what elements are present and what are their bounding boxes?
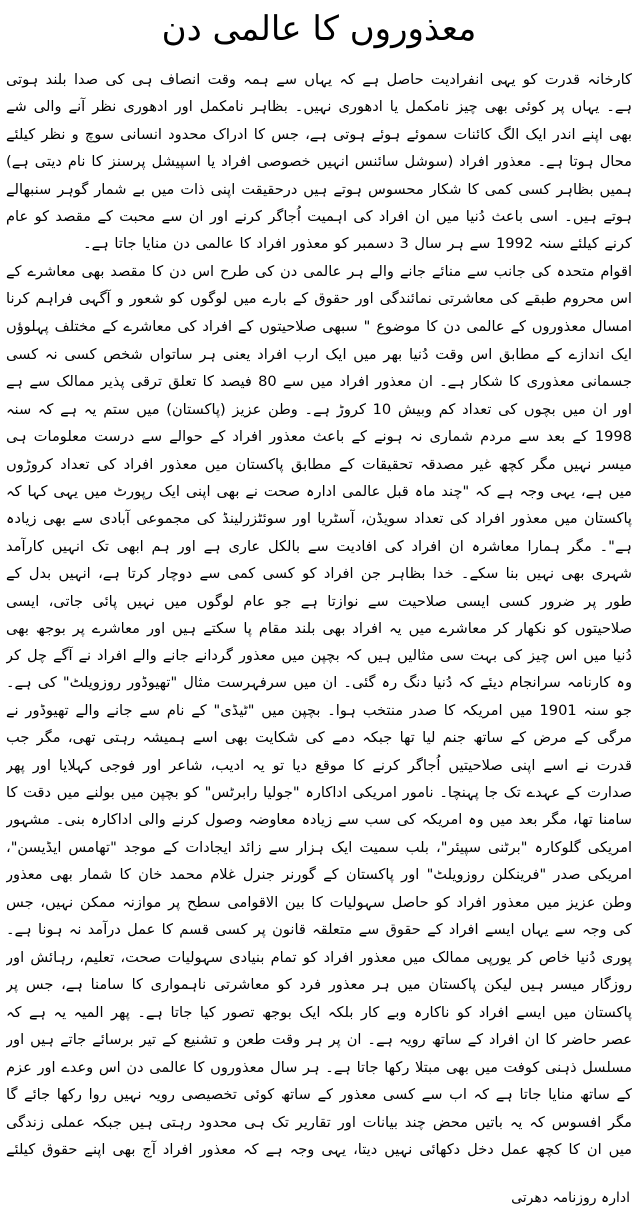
article-title: معذوروں کا عالمی دن: [161, 9, 477, 49]
article-paragraph-5: دُنیا میں اس چیز کی بہت سی مثالیں ہیں کہ بچپن میں معذور گردانے جانے والے افراد نے آگے چل کر وہ کارنامہ سرانجام دیئے کہ دُنیا دنگ رہ گئی۔ ان میں سرفہرست مثال "تھیوڈور روزویلٹ" کی ہے۔ جو سنہ 1901 میں امریکہ کا صدر منتخب ہوا۔ بچپن میں "ٹیڈی" کے نام سے جانے والے تھیوڈور نے مرگی کے مرض کے ساتھ جنم لیا تھا جبکہ دمے کی شکایت بھی اسے ہمیشہ رہتی تھی، مگر جب قدرت نے اسے اپنی صلاحیتیں اُجاگر کرنے کا موقع دیا تو یہ ادیب، شاعر اور فوجی کہلایا اور پھر صدارت کے عہدے تک جا پہنچا۔ نامور امریکی اداکارہ "جولیا رابرٹس" کو بچپن میں بولنے میں دقت کا سامنا تھا، مگر بعد میں وہ امریکہ کی سب سے زیادہ معاوضہ وصول کرنے والی اداکارہ بنی۔ مشہور امریکی گلوکارہ "برٹنی سپیئر"، بلب سمیت ایک ہزار سے زائد ایجادات کے موجد "تھامس ایڈیسن"، امریکی صدر "فرینکلن روزویلٹ" اور پاکستان کے گورنر جنرل غلام محمد خان کا شمار بھی معذور: [6, 647, 632, 884]
article-paragraph-1: کارخانہ قدرت کو یہی انفرادیت حاصل ہے کہ یہاں سے ہمہ وقت انصاف ہی کی صدا بلند ہوتی ہے۔ یہاں پر کوئی بھی چیز نامکمل یا ادھوری نہیں۔ بظاہر نامکمل اور ادھوری نظر آنے والی شے بھی اپنے اندر ایک الگ کائنات سموئے ہوئے ہوتی ہے، جس کا ادراک محدود انسانی سوچ و نظر کیلئے محال ہوتا ہے۔ معذور افراد (سوشل سائنس انہیں خصوصی افراد یا اسپیشل پرسنز کا نام دیتی ہے) ہمیں بظاہر کسی کمی کا شکار محسوس ہوتے ہیں درحقیقت اپنی ذات میں بے شمار گوہر سنبھالے ہوتے ہیں۔ اسی باعث دُنیا میں ان افراد کی اہمیت اُجاگر کرنے اور ان سے محبت کے مقصد کو عام کرنے کیلئے سنہ 1992 سے ہر سال 3 دسمبر کو معذور افراد کا عالمی دن منایا جاتا ہے۔: [6, 71, 632, 253]
article-credit: ادارہ روزنامہ دھرتی: [511, 1190, 630, 1206]
article-paragraph-7: پاکستان میں ایسے افراد کو ناکارہ وبے کار بلکہ ایک بوجھ تصور کیا جاتا ہے۔ پھر المیہ یہ ہے کہ عصر حاضر کا ان افراد کے ساتھ رویہ ہے۔ ان پر ہر وقت طعن و تشنیع کے تیر برسائے جاتے ہیں اور مسلسل ذہنی کوفت میں بھی مبتلا رکھا جاتا ہے۔ ہر سال معذوروں کا عالمی دن اس وعدے اور عزم کے ساتھ منایا جاتا ہے کہ اب سے کسی معذور کے ساتھ کوئی تخصیصی رویہ نہیں روا رکھا جائے گا مگر افسوس کہ یہ باتیں محض چند بیانات اور تقاریر تک ہی محدود رہتی ہیں جبکہ عملی زندگی میں ان کا کچھ عمل دخل دکھائی نہیں دیتا، یہی وجہ ہے کہ معذور افراد آج بھی اپنے حقوق کیلئے: [6, 1004, 632, 1159]
article-paragraph-4: ایک اندازے کے مطابق اس وقت دُنیا بھر میں ایک ارب افراد یعنی ہر ساتواں شخص کسی نہ کسی جسمانی معذوری کا شکار ہے۔ ان معذور افراد میں سے 80 فیصد کا تعلق ترقی پذیر ممالک سے ہے اور ان میں بچوں کی تعداد کم وبیش 10 کروڑ ہے۔ وطن عزیز (پاکستان) میں ستم یہ ہے کہ سنہ 1998 کے بعد سے مردم شماری نہ ہونے کے باعث معذور افراد کے حوالے سے درست معلومات ہی میسر نہیں مگر کچھ غیر مصدقہ تحقیقات کے مطابق پاکستان میں معذور افراد کی تعداد کروڑوں میں ہے، یہی وجہ ہے کہ "چند ماہ قبل عالمی ادارہ صحت نے بھی اپنی ایک رپورٹ میں یہی کہا کہ پاکستان میں معذور افراد کی تعداد سویڈن، آسٹریا اور سوئٹزرلینڈ کی مجموعی آبادی سے بھی زیادہ ہے"۔ مگر ہمارا معاشرہ ان افراد کی افادیت سے بالکل عاری ہے اور ہم ابھی تک انہیں کارآمد شہری بھی نہیں بنا سکے۔ خدا بظاہر جن افراد کو کسی کمی سے دوچار کرتا ہے، انہیں بدل کے طور پر ضرور کسی ایسی صلاحیت سے نوازتا ہے جو عام لوگوں میں نہیں پائی جاتی، ایسی صلاحیتوں کو نکھار کر معاشرے میں یہ افراد بھی بلند مقام پا سکتے ہیں اور معاشرے پر بوجھ بھی: [6, 346, 632, 638]
article-paragraph-6: وطن عزیز میں معذور افراد کو حاصل سہولیات کا بین الاقوامی سطح پر موازنہ ممکن نہیں، جس کی وجہ سے یہاں ایسے افراد کے حقوق سے متعلقہ قانون پر کسی قسم کا عمل درآمد نہ ہونا ہے۔ پوری دُنیا خاص کر یورپی ممالک میں معذور افراد کو تمام بنیادی سہولیات صحت، تعلیم، رہائش اور روزگار میسر ہیں لیکن پاکستان میں ہر معذور فرد کو معاشرتی ناہمواری کا سامنا ہے، جس پر: [6, 894, 632, 994]
article-paragraph-3: امسال معذوروں کے عالمی دن کا موضوع " سبھی صلاحیتوں کے افراد کی معاشرے کے مختلف پہلوؤں: [6, 318, 632, 335]
article-paragraph-2: اقوام متحدہ کی جانب سے منائے جانے والے ہر عالمی دن کی طرح اس دن کا مقصد بھی معاشرے کے اس محروم طبقے کی معاشرتی نمائندگی اور حقوق کے بارے میں لوگوں کو شعور و آگہی فراہم کرنا: [6, 263, 632, 308]
